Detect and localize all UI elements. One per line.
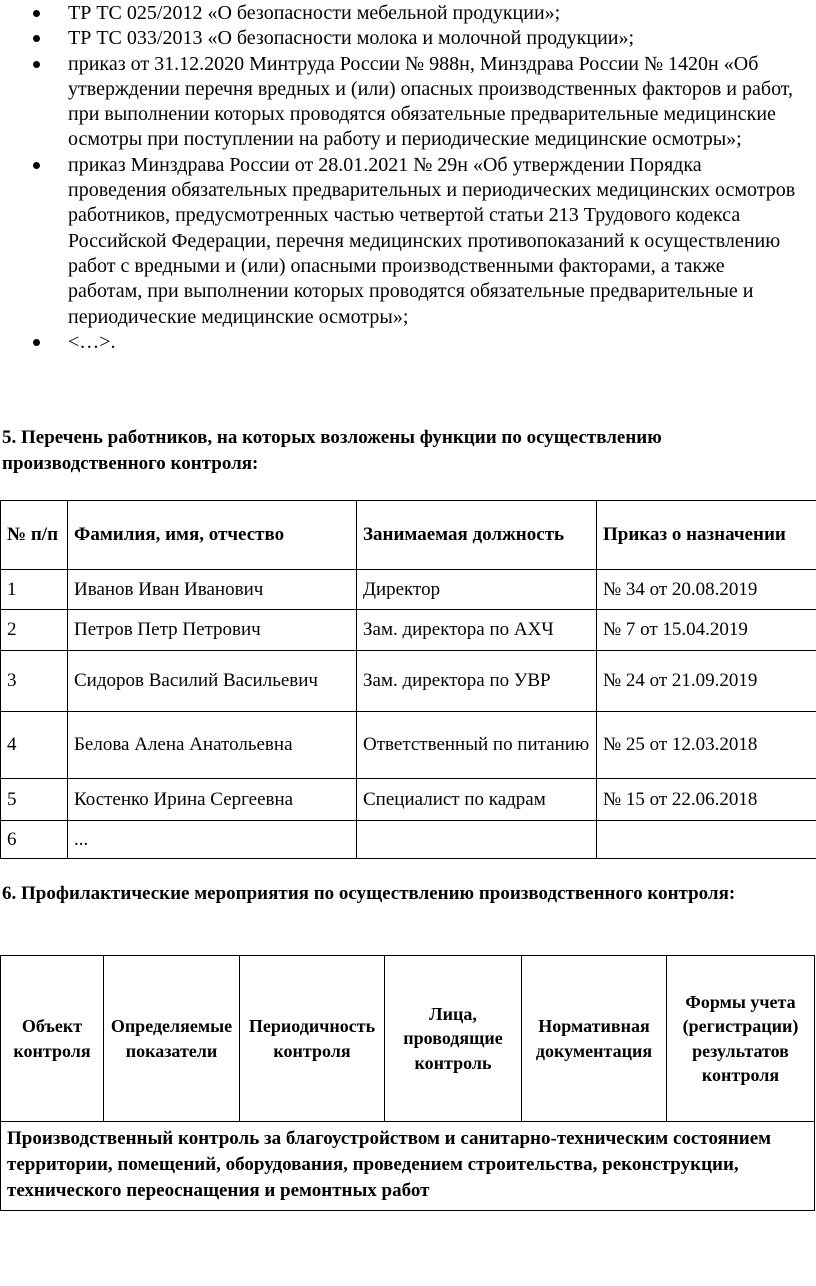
section5-title: 5. Перечень работников, на которых возложены функции по осуществлению производственного контроля:	[2, 427, 662, 474]
col-header-periodicity: Периодичность контроля	[240, 956, 385, 1122]
col-header-indicators: Определяемые показатели	[104, 956, 240, 1122]
list-item-text: приказ Минздрава России от 28.01.2021 № 29н «Об утверждении Порядка проведения обязательных предварительных и периодических медицинских осмотров работников, предусмотренных частью четвертой статьи 213 Трудового кодекса Российской Федерации, перечня медицинских противопоказаний к осуществлению работ с вредными и (или) опасными производственными факторами, а также работам, при выполнении которых проводятся обязательные предварительные и периодические медицинские осмотры»;	[68, 153, 796, 328]
list-item	[0, 153, 816, 330]
col-header-position: Занимаемая должность	[357, 501, 597, 570]
table-row	[1, 821, 816, 859]
list-item-text: ТР ТС 033/2013 «О безопасности молока и молочной продукции»;	[68, 27, 635, 50]
list-item	[0, 330, 816, 355]
cell-order	[597, 821, 816, 859]
table-header-row	[1, 501, 816, 570]
cell-order: № 34 от 20.08.2019	[597, 570, 816, 610]
cell-position: Ответственный по питанию	[357, 712, 597, 779]
list-item	[0, 52, 816, 153]
col-header-object: Объект контроля	[1, 956, 104, 1122]
prevention-table	[0, 955, 815, 1211]
cell-position: Зам. директора по УВР	[357, 651, 597, 712]
bullet-icon	[33, 10, 40, 17]
cell-name: Иванов Иван Иванович	[68, 570, 357, 610]
col-header-name: Фамилия, имя, отчество	[68, 501, 357, 570]
table-header-row	[1, 956, 815, 1122]
section6-title: 6. Профилактические мероприятия по осуществлению производственного контроля:	[2, 883, 736, 904]
list-item-text: приказ от 31.12.2020 Минтруда России № 988н, Минздрава России № 1420н «Об утверждении перечня вредных и (или) опасных производственных факторов и работ, при выполнении которых проводятся обязательные предварительные медицинские осмотры при поступлении на работу и периодические медицинские осмотры»;	[68, 52, 794, 151]
cell-number: 1	[1, 570, 68, 610]
table-row	[1, 610, 816, 651]
cell-number: 6	[1, 821, 68, 859]
col-header-number: № п/п	[1, 501, 68, 570]
list-item-text: <…>.	[68, 330, 116, 353]
cell-name: Петров Петр Петрович	[68, 610, 357, 651]
bullet-icon	[33, 35, 40, 42]
col-header-responsible: Лица, проводящие контроль	[385, 956, 522, 1122]
cell-number: 2	[1, 610, 68, 651]
list-item	[0, 1, 816, 26]
cell-number: 5	[1, 779, 68, 821]
cell-order: № 24 от 21.09.2019	[597, 651, 816, 712]
regulation-list	[0, 1, 816, 355]
cell-name: Белова Алена Анатольевна	[68, 712, 357, 779]
table-row	[1, 712, 816, 779]
table-row	[1, 651, 816, 712]
staff-table	[0, 500, 816, 859]
cell-name: Сидоров Василий Васильевич	[68, 651, 357, 712]
col-header-record-forms: Формы учета (регистрации) результатов контроля	[667, 956, 815, 1122]
col-header-order: Приказ о назначении	[597, 501, 816, 570]
cell-name: ...	[68, 821, 357, 859]
cell-number: 3	[1, 651, 68, 712]
bullet-icon	[33, 339, 40, 346]
cell-number: 4	[1, 712, 68, 779]
table-row	[1, 779, 816, 821]
cell-position: Зам. директора по АХЧ	[357, 610, 597, 651]
cell-position: Специалист по кадрам	[357, 779, 597, 821]
section-row: Производственный контроль за благоустройством и санитарно-техническим состоянием территории, помещений, оборудования, проведением строительства, реконструкции, технического переоснащения и ремонтных работ	[1, 1122, 815, 1211]
cell-order: № 15 от 22.06.2018	[597, 779, 816, 821]
cell-position	[357, 821, 597, 859]
list-item	[0, 26, 816, 51]
cell-name: Костенко Ирина Сергеевна	[68, 779, 357, 821]
table-row	[1, 570, 816, 610]
bullet-icon	[33, 162, 40, 169]
col-header-regulations: Нормативная документация	[522, 956, 667, 1122]
cell-position: Директор	[357, 570, 597, 610]
list-item-text: ТР ТС 025/2012 «О безопасности мебельной продукции»;	[68, 2, 561, 24]
cell-order: № 25 от 12.03.2018	[597, 712, 816, 779]
cell-order: № 7 от 15.04.2019	[597, 610, 816, 651]
table-row	[1, 1122, 815, 1211]
bullet-icon	[33, 61, 40, 68]
